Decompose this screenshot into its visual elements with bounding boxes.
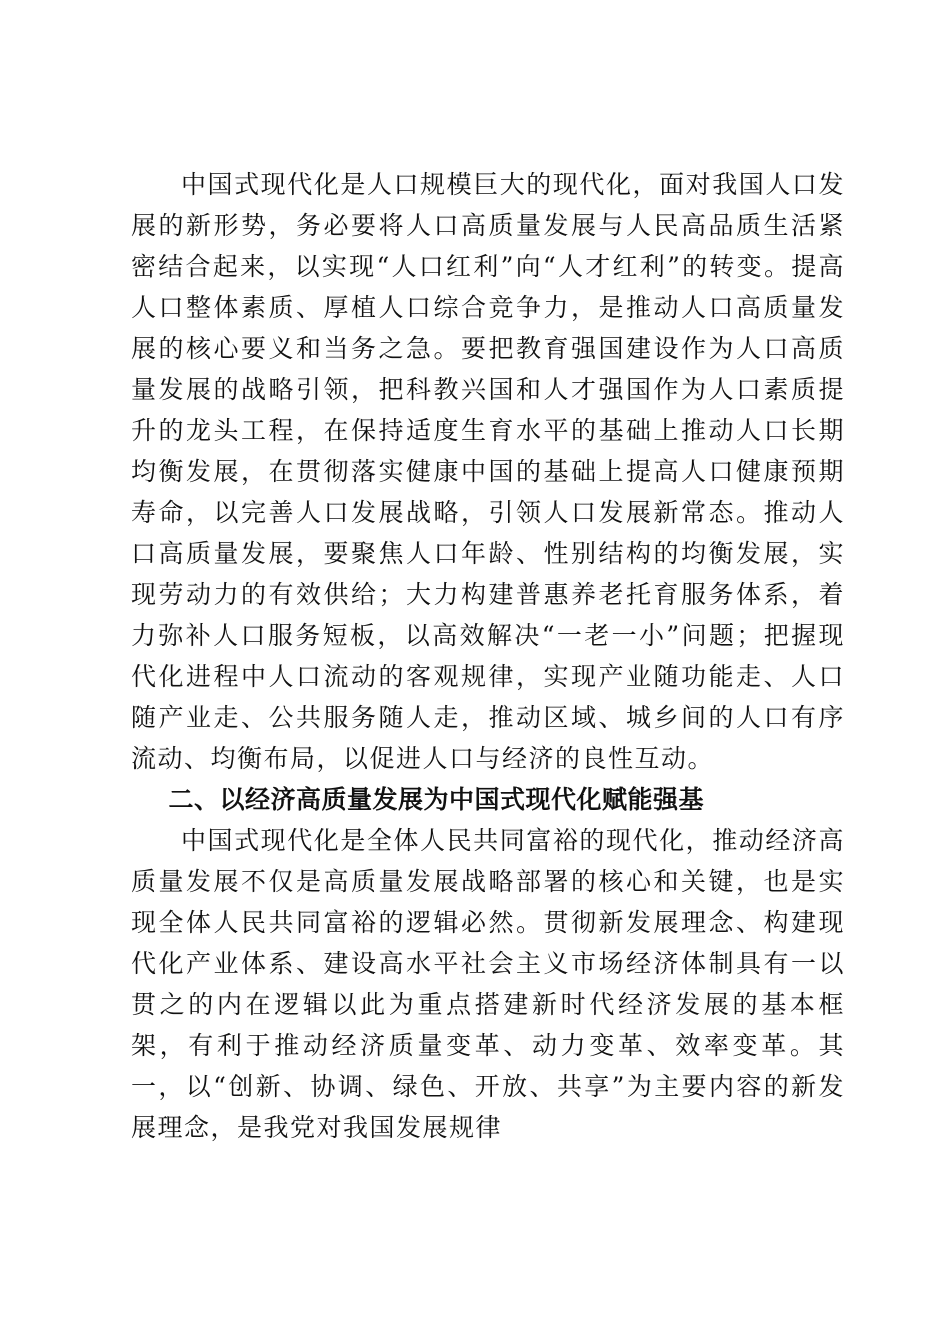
body-paragraph-1: 中国式现代化是人口规模巨大的现代化，面对我国人口发展的新形势，务必要将人口高质量发展与人民高品质生活紧密结合起来，以实现“人口红利”向“人才红利”的转变。提高人口整体素质、厚植人口综合竞争力，是推动人口高质量发展的核心要义和当务之急。要把教育强国建设作为人口高质量发展的战略引领，把科教兴国和人才强国作为人口素质提升的龙头工程，在保持适度生育水平的基础上推动人口长期均衡发展，在贯彻落实健康中国的基础上提高人口健康预期寿命，以完善人口发展战略，引领人口发展新常态。推动人口高质量发展，要聚焦人口年龄、性别结构的均衡发展，实现劳动力的有效供给；大力构建普惠养老托育服务体系，着力弥补人口服务短板，以高效解决“一老一小”问题；把握现代化进程中人口流动的客观规律，实现产业随功能走、人口随产业走、公共服务随人走，推动区域、城乡间的人口有序流动、均衡布局，以促进人口与经济的良性互动。 (131, 170, 845, 773)
section-heading-2: 二、以经济高质量发展为中国式现代化赋能强基 (168, 785, 705, 814)
body-paragraph-2: 中国式现代化是全体人民共同富裕的现代化，推动经济高质量发展不仅是高质量发展战略部署的核心和关键，也是实现全体人民共同富裕的逻辑必然。贯彻新发展理念、构建现代化产业体系、建设高水平社会主义市场经济体制具有一以贯之的内在逻辑以此为重点搭建新时代经济发展的基本框架，有利于推动经济质量变革、动力变革、效率变革。其一，以“创新、协调、绿色、开放、共享”为主要内容的新发展理念，是我党对我国发展规律 (131, 826, 845, 1142)
document-body (131, 164, 845, 1148)
